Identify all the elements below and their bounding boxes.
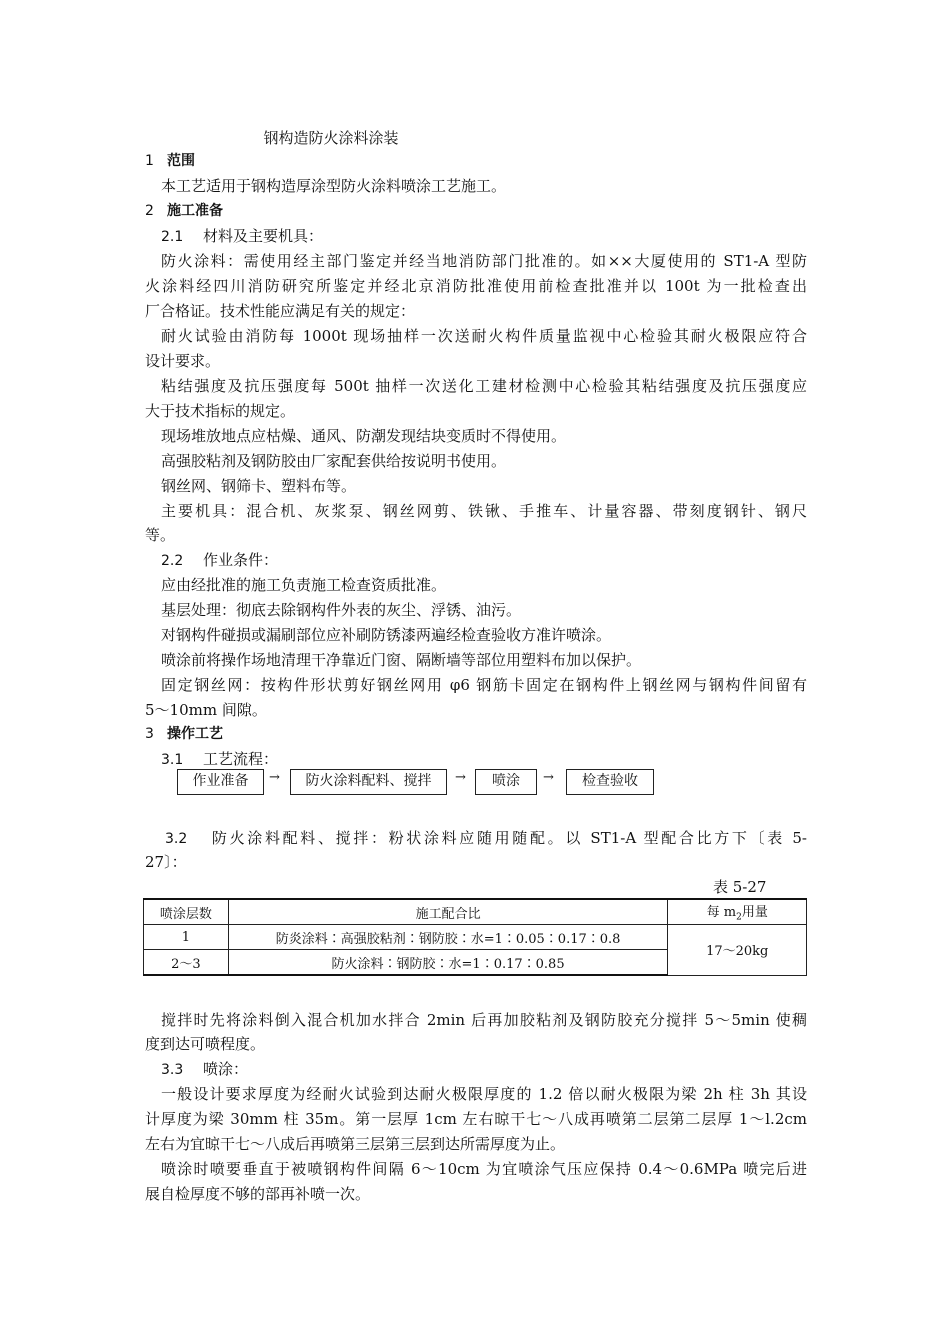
section-title: 范围 xyxy=(167,153,195,169)
subsection-3-2-line xyxy=(145,828,807,849)
paragraph-line: 计厚度为梁 30mm 柱 35m。第一层厚 1cm 左右晾干七～八成再喷第二层第二层厚 1～l.2cm xyxy=(145,1110,807,1128)
subsection-number: 2.1 xyxy=(161,229,184,245)
table-row xyxy=(144,925,807,950)
section-number: 1 xyxy=(145,153,154,169)
paragraph-line: 等。 xyxy=(145,526,176,544)
table-cell: 防炎涂料∶高强胶粘剂∶钢防胶∶水=1∶0.05∶0.17∶0.8 xyxy=(228,925,668,950)
paragraph-line: 主要机具：混合机、灰浆泵、钢丝网剪、铁锹、手推车、计量容器、带刻度钢针、钢尺 xyxy=(161,502,807,520)
subsection-3-1-heading xyxy=(145,749,823,770)
header-subscript: 2 xyxy=(736,912,742,923)
paragraph-line: 喷涂时喷要垂直于被喷钢构件间隔 6～10cm 为宜喷涂气压应保持 0.4～0.6MPa 喷完后进 xyxy=(161,1160,807,1178)
section-title: 施工准备 xyxy=(167,203,223,219)
paragraph: 现场堆放地点应枯燥、通风、防潮发现结块变质时不得使用。 xyxy=(161,427,567,445)
paragraph-line: 搅拌时先将涂料倒入混合机加水拌合 2min 后再加胶粘剂及钢防胶充分搅拌 5～5min 使稠 xyxy=(161,1011,807,1029)
table-header-row xyxy=(144,899,807,925)
paragraph-line: 设计要求。 xyxy=(145,352,221,370)
subsection-title: 工艺流程： xyxy=(203,750,279,768)
paragraph: 应由经批准的施工负责施工检查资质批准。 xyxy=(161,576,447,594)
table-cell: 防火涂料∶钢防胶∶水=1∶0.17∶0.85 xyxy=(228,950,668,976)
paragraph-line: 27〕： xyxy=(145,853,187,871)
page-title: 钢构造防火涂料涂装 xyxy=(263,129,399,147)
paragraph-line: 度到达可喷程度。 xyxy=(145,1035,266,1053)
flow-step-inspection: 检查验收 xyxy=(566,769,654,795)
section-1-heading xyxy=(145,151,807,171)
subsection-title: 材料及主要机具： xyxy=(203,227,324,245)
section-3-heading xyxy=(145,724,807,744)
paragraph-line: 耐火试验由消防每 1000t 现场抽样一次送耐火构件质量监视中心检验其耐火极限应符合 xyxy=(161,327,807,345)
table-cell: 17～20kg xyxy=(668,925,807,976)
section-number: 3 xyxy=(145,726,154,742)
paragraph-line: 粘结强度及抗压强度每 500t 抽样一次送化工建材检测中心检验其粘结强度及抗压强度应 xyxy=(161,377,807,395)
paragraph-line: 左右为宜晾干七～八成后再喷第三层第三层到达所需厚度为止。 xyxy=(145,1135,566,1153)
subsection-2-2-heading xyxy=(145,550,823,571)
header-text: 每 m xyxy=(706,905,737,921)
section-number: 2 xyxy=(145,203,154,219)
subsection-number: 2.2 xyxy=(161,553,184,569)
paragraph-line: 5～10mm 间隙。 xyxy=(145,701,267,719)
arrow-right-icon: → xyxy=(269,770,280,785)
paragraph-line: 防火涂料：需使用经主部门鉴定并经当地消防部门批准的。如××大厦使用的 ST1-A 型防 xyxy=(161,252,807,270)
table-cell: 1 xyxy=(144,925,229,950)
arrow-right-icon: → xyxy=(455,770,466,785)
header-text: 用量 xyxy=(741,905,768,921)
column-header: 施工配合比 xyxy=(228,899,668,925)
subsection-number: 3.1 xyxy=(161,752,184,768)
paragraph-line: 一般设计要求厚度为经耐火试验到达耐火极限厚度的 1.2 倍以耐火极限为梁 2h 柱 3h 其设 xyxy=(161,1085,807,1103)
paragraph-line: 展自检厚度不够的部再补喷一次。 xyxy=(145,1185,371,1203)
paragraph-line: 大于技术指标的规定。 xyxy=(145,402,296,420)
paragraph: 喷涂前将操作场地清理干净靠近门窗、隔断墙等部位用塑料布加以保护。 xyxy=(161,651,642,669)
subsection-number: 3.2 xyxy=(165,831,188,847)
subsection-text: 防火涂料配料、搅拌：粉状涂料应随用随配。以 ST1-A 型配合比方下〔表 5- xyxy=(209,829,807,847)
column-header: 喷涂层数 xyxy=(144,899,229,925)
subsection-2-1-heading xyxy=(145,226,823,247)
flow-step-preparation: 作业准备 xyxy=(177,769,264,795)
section-title: 操作工艺 xyxy=(167,726,223,742)
paragraph: 本工艺适用于钢构造厚涂型防火涂料喷涂工艺施工。 xyxy=(161,177,507,195)
paragraph: 对钢构件碰损或漏刷部位应补刷防锈漆两遍经检查验收方准许喷涂。 xyxy=(161,626,612,644)
mix-ratio-table xyxy=(143,898,807,976)
subsection-number: 3.3 xyxy=(161,1062,184,1078)
table-cell: 2～3 xyxy=(144,950,229,976)
paragraph-line: 火涂料经四川消防研究所鉴定并经北京消防批准使用前检查批准并以 100t 为一批检查出 xyxy=(145,277,807,295)
column-header xyxy=(668,899,807,925)
paragraph: 高强胶粘剂及钢防胶由厂家配套供给按说明书使用。 xyxy=(161,452,507,470)
section-2-heading xyxy=(145,201,807,221)
table-caption: 表 5-27 xyxy=(713,878,767,896)
flow-step-mixing: 防火涂料配料、搅拌 xyxy=(290,769,447,795)
subsection-title: 喷涂： xyxy=(203,1060,249,1078)
paragraph-line: 固定钢丝网：按构件形状剪好钢丝网用 φ6 钢筋卡固定在钢构件上钢丝网与钢构件间留有 xyxy=(161,676,807,694)
paragraph: 钢丝网、钢筛卡、塑料布等。 xyxy=(161,477,357,495)
paragraph: 基层处理：彻底去除钢构件外表的灰尘、浮锈、油污。 xyxy=(161,601,522,619)
subsection-title: 作业条件： xyxy=(203,551,279,569)
subsection-3-3-heading xyxy=(145,1059,823,1080)
flow-step-spraying: 喷涂 xyxy=(475,769,537,795)
arrow-right-icon: → xyxy=(543,770,554,785)
paragraph-line: 厂合格证。技术性能应满足有关的规定： xyxy=(145,302,416,320)
